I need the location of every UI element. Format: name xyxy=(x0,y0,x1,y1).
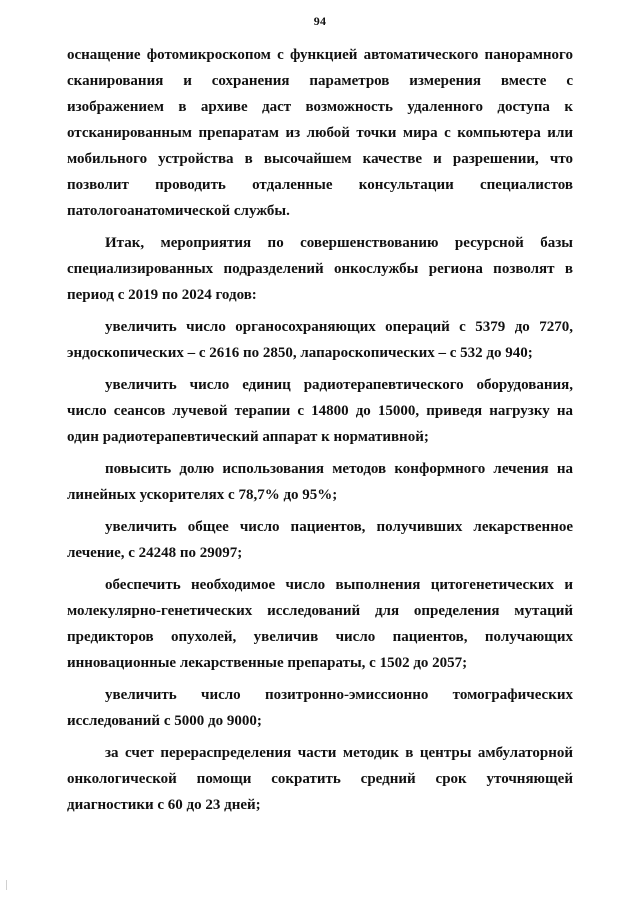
paragraph-pet-studies: увеличить число позитронно-эмиссионно томографических исследований с 5000 до 9000; xyxy=(67,687,573,729)
paragraph-diagnostics-time: за счет перераспределения части методик в центры амбулаторной онкологической помощи сократить средний срок уточняющей диагностики с 60 до 23 дней; xyxy=(67,745,573,813)
page-number: 94 xyxy=(313,14,327,28)
document-body xyxy=(67,42,573,824)
scan-artifact-mark xyxy=(6,880,7,890)
paragraph-radiotherapy-equipment: увеличить число единиц радиотерапевтического оборудования, число сеансов лучевой терапии с 14800 до 15000, приведя нагрузку на один радиотерапевтический аппарат к нормативной; xyxy=(67,377,573,445)
paragraph-summary-intro: Итак, мероприятия по совершенствованию ресурсной базы специализированных подразделений онкослужбы региона позволят в период с 2019 по 2024 годов: xyxy=(67,235,573,303)
paragraph-genetic-studies: обеспечить необходимое число выполнения цитогенетических и молекулярно-генетических исследований для определения мутаций предикторов опухолей, увеличив число пациентов, получающих инновационные лекарственные препараты, с 1502 до 2057; xyxy=(67,577,573,671)
paragraph-organ-preserving-operations: увеличить число органосохраняющих операций с 5379 до 7270, эндоскопических – с 2616 по 2850, лапароскопических – с 532 до 940; xyxy=(67,319,573,361)
paragraph-continuation: оснащение фотомикроскопом с функцией автоматического панорамного сканирования и сохранения параметров измерения вместе с изображением в архиве даст возможность удаленного доступа к отсканированным препаратам из любой точки мира с компьютера или мобильного устройства в высочайшем качестве и разрешении, что позволит проводить отдаленные консультации специалистов патологоанатомической службы. xyxy=(67,47,573,219)
paragraph-drug-treatment: увеличить общее число пациентов, получивших лекарственное лечение, с 24248 по 29097; xyxy=(67,519,573,561)
paragraph-conformal-treatment: повысить долю использования методов конформного лечения на линейных ускорителях с 78,7% до 95%; xyxy=(67,461,573,503)
